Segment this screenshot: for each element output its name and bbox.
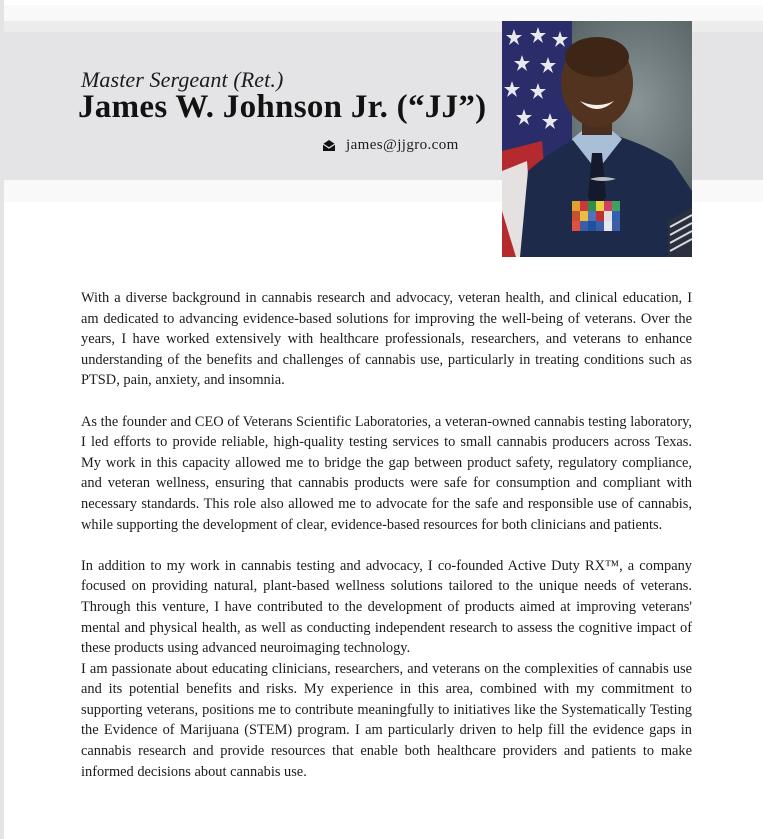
bio-content bbox=[81, 288, 692, 782]
bio-paragraph: With a diverse background in cannabis research and advocacy, veteran health, and clinical education, I am dedicated to advancing evidence-based solutions for improving the well-being of veterans. Over the years, I have worked extensively with healthcare professionals, researchers, and veterans to enhance understanding of the benefits and challenges of cannabis use, particularly in treating conditions such as PTSD, pain, anxiety, and insomnia. bbox=[81, 290, 692, 389]
envelope-open-icon bbox=[322, 139, 336, 152]
email-contact[interactable] bbox=[322, 137, 459, 154]
rank-title: Master Sergeant (Ret.) bbox=[81, 67, 284, 92]
header-top-border bbox=[4, 5, 763, 21]
bio-paragraph: In addition to my work in cannabis testing and advocacy, I co-founded Active Duty RX™, a company focused on providing natural, plant-based wellness solutions tailored to the unique needs of veterans. Through this venture, I have contributed to the development of products aimed at improving veterans' mental and physical health, as well as conducting independent research to assess the cognitive impact of these products using advanced neuroimaging technology. bbox=[81, 557, 692, 657]
bio-paragraph: As the founder and CEO of Veterans Scientific Laboratories, a veteran-owned cannabis testing laboratory, I led efforts to provide reliable, high-quality testing services to small cannabis producers across Texas. My work in this capacity allowed me to bridge the gap between product safety, regulatory compliance, and veteran wellness, ensuring that cannabis products were safe for consumption and compliant with necessary standards. This role also allowed me to advocate for the safe and responsible use of cannabis, while supporting the development of clear, evidence-based resources for both clinicians and patients. bbox=[81, 413, 692, 533]
bio-paragraph: I am passionate about educating clinicians, researchers, and veterans on the complexities of cannabis use and its potential benefits and risks. My experience in this area, combined with my commitment to supporting veterans, positions me to contribute meaningfully to initiatives like the Systematically Testing the Evidence of Marijuana (STEM) program. I am particularly driven to help fill the evidence gaps in cannabis research and provide resources that enable both healthcare providers and patients to make informed decisions about cannabis use. bbox=[81, 660, 692, 780]
person-name: James W. Johnson Jr. (“JJ”) bbox=[78, 89, 487, 125]
profile-photo bbox=[502, 21, 692, 257]
email-link[interactable]: james@jjgro.com bbox=[346, 137, 459, 153]
